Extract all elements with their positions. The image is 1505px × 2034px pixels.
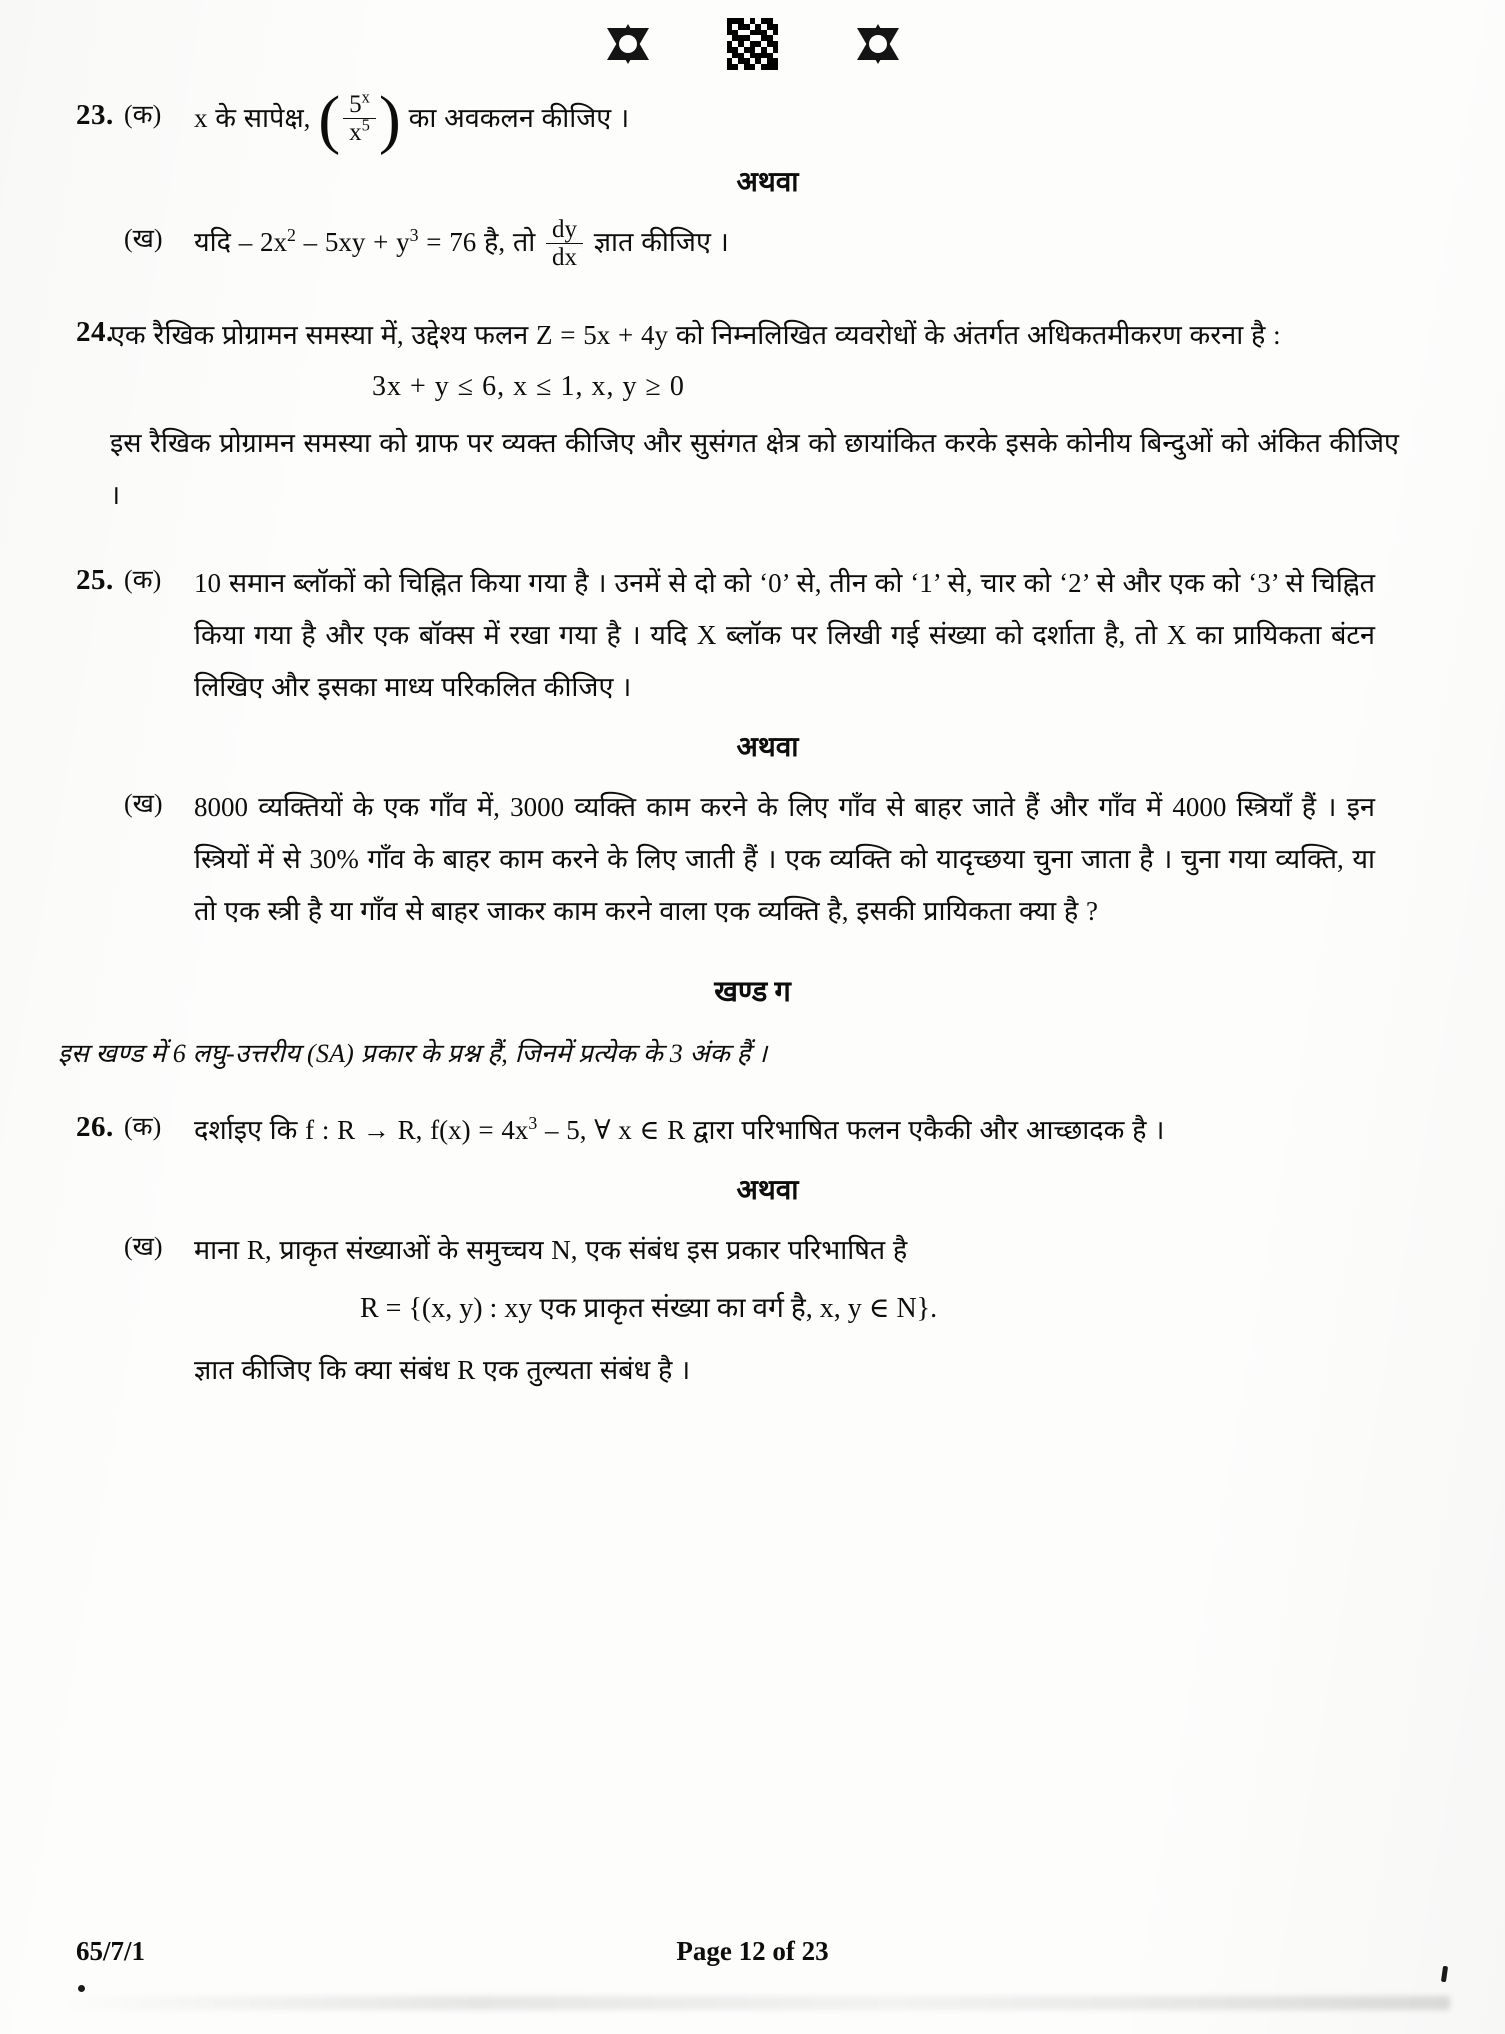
question-24-text-2: इस रैखिक प्रोग्रामन समस्या को ग्राफ पर व्यक्त कीजिए और सुसंगत क्षेत्र को छायांकित करके इसके कोनीय बिन्दुओं को अंकित कीजिए । xyxy=(110,427,1399,510)
q23b-sup1: 2 xyxy=(287,225,296,246)
six-pointed-star-icon xyxy=(607,23,649,65)
part-label: (ख) xyxy=(124,788,163,818)
part-label: (क) xyxy=(124,100,162,129)
part-label: (क) xyxy=(124,564,162,594)
dx-denominator: dx xyxy=(546,243,583,271)
question-26b-relation: R = {(x, y) : xy एक प्राकृत संख्या का वर्ग है, x, y ∈ N}. xyxy=(360,1292,938,1324)
question-23a-text xyxy=(194,82,1505,156)
question-24-text: एक रैखिक प्रोग्रामन समस्या में, उद्देश्य फलन Z = 5x + 4y को निम्नलिखित व्यवरोधों के अंतर्गत अधिकतमीकरण करना है : xyxy=(110,319,1281,350)
q26a-t1: दर्शाइए कि f : R → R, f(x) = 4x xyxy=(194,1114,529,1145)
scan-smudge xyxy=(60,1996,1450,2010)
question-number: 24. xyxy=(76,315,114,348)
registration-mark-bottom-right xyxy=(1441,1966,1448,1983)
q23b-t4: ज्ञात कीजिए । xyxy=(593,227,729,258)
registration-mark-bottom-left xyxy=(78,1985,85,1992)
qr-code-icon xyxy=(727,18,779,70)
q26a-sup: 3 xyxy=(528,1112,538,1133)
fraction-numerator: 5$^x$ xyxy=(349,87,370,119)
fraction-denominator: $x^5$ xyxy=(343,118,376,146)
question-number: 26. xyxy=(76,1110,114,1143)
question-26b-line1: माना R, प्राकृत संख्याओं के समुच्चय N, एक संबंध इस प्रकार परिभाषित है xyxy=(194,1234,908,1265)
q26a-t2: – 5, ∀ x ∈ R द्वारा परिभाषित फलन एकैकी और आच्छादक है । xyxy=(537,1114,1165,1145)
q23a-suffix: का अवकलन कीजिए । xyxy=(408,103,630,133)
fraction-dy-dx xyxy=(546,216,583,271)
part-label: (क) xyxy=(124,1111,162,1141)
part-label: (ख) xyxy=(124,1231,163,1261)
question-25b-text: 8000 व्यक्तियों के एक गाँव में, 3000 व्यक्ति काम करने के लिए गाँव से बाहर जाते हैं और गाँव में 4000 स्त्रियाँ हैं । इन स्त्रियों में से 30% गाँव के बाहर काम करने के लिए जाती हैं । एक व्यक्ति को यादृच्छया चुना जाता है । चुना गया व्यक्ति, या तो एक स्त्री है या गाँव से बाहर जाकर काम करने वाला एक व्यक्ति है, इसकी प्रायिकता क्या है ? xyxy=(194,791,1375,926)
q23b-t2: – 5xy + y xyxy=(295,227,410,258)
question-content xyxy=(0,82,1505,1402)
paper-code: 65/7/1 xyxy=(76,1936,146,1966)
q23b-t3: = 76 है, तो xyxy=(418,227,536,258)
fraction-5x-over-x5 xyxy=(343,87,376,147)
section-heading: खण्ड ग xyxy=(714,975,791,1008)
question-23 xyxy=(0,82,1505,156)
question-24-constraints: 3x + y ≤ 6, x ≤ 1, x, y ≥ 0 xyxy=(372,370,685,402)
question-24-continuation xyxy=(0,417,1505,521)
alternative-label-26: अथवा xyxy=(736,1174,799,1206)
page-number: Page 12 of 23 xyxy=(676,1936,829,1966)
question-25a-text: 10 समान ब्लॉकों को चिह्नित किया गया है । उनमें से दो को ‘0’ से, तीन को ‘1’ से, चार को ‘2’ से और एक को ‘3’ से चिह्नित किया गया है और एक बॉक्स में रखा गया है । यदि X ब्लॉक पर लिखी गई संख्या को दर्शाता है, तो X का प्रायिकता बंटन लिखिए और इसका माध्य परिकलित कीजिए । xyxy=(194,567,1375,702)
six-pointed-star-icon xyxy=(857,23,899,65)
question-number: 25. xyxy=(76,563,114,596)
question-23b xyxy=(0,216,1505,272)
question-26b-continuation xyxy=(0,1344,1505,1396)
question-26a-text xyxy=(194,1104,1505,1156)
page-header xyxy=(0,14,1505,74)
question-25b xyxy=(0,781,1505,937)
q23a-prefix: x के सापेक्ष, xyxy=(194,103,311,133)
question-26b-line2: ज्ञात कीजिए कि क्या संबंध R एक तुल्यता संबंध है । xyxy=(194,1354,691,1385)
alternative-label-25: अथवा xyxy=(736,731,799,763)
question-23b-text xyxy=(194,216,1505,272)
q23b-t1: यदि – 2x xyxy=(194,227,287,258)
question-number: 23. xyxy=(76,99,114,131)
question-24 xyxy=(0,309,1505,361)
question-26 xyxy=(0,1104,1505,1156)
part-label: (ख) xyxy=(124,224,163,254)
left-paren: ( xyxy=(318,82,341,156)
question-26b xyxy=(0,1224,1505,1276)
page-footer xyxy=(0,1936,1505,1976)
alternative-label-23: अथवा xyxy=(736,167,799,199)
question-25 xyxy=(0,557,1505,713)
right-paren: ) xyxy=(378,82,401,156)
section-instruction: इस खण्ड में 6 लघु-उत्तरीय (SA) प्रकार के प्रश्न हैं, जिनमें प्रत्येक के 3 अंक हैं । xyxy=(58,1038,768,1068)
q23b-sup2: 3 xyxy=(409,225,419,246)
dy-numerator: dy xyxy=(552,215,577,243)
